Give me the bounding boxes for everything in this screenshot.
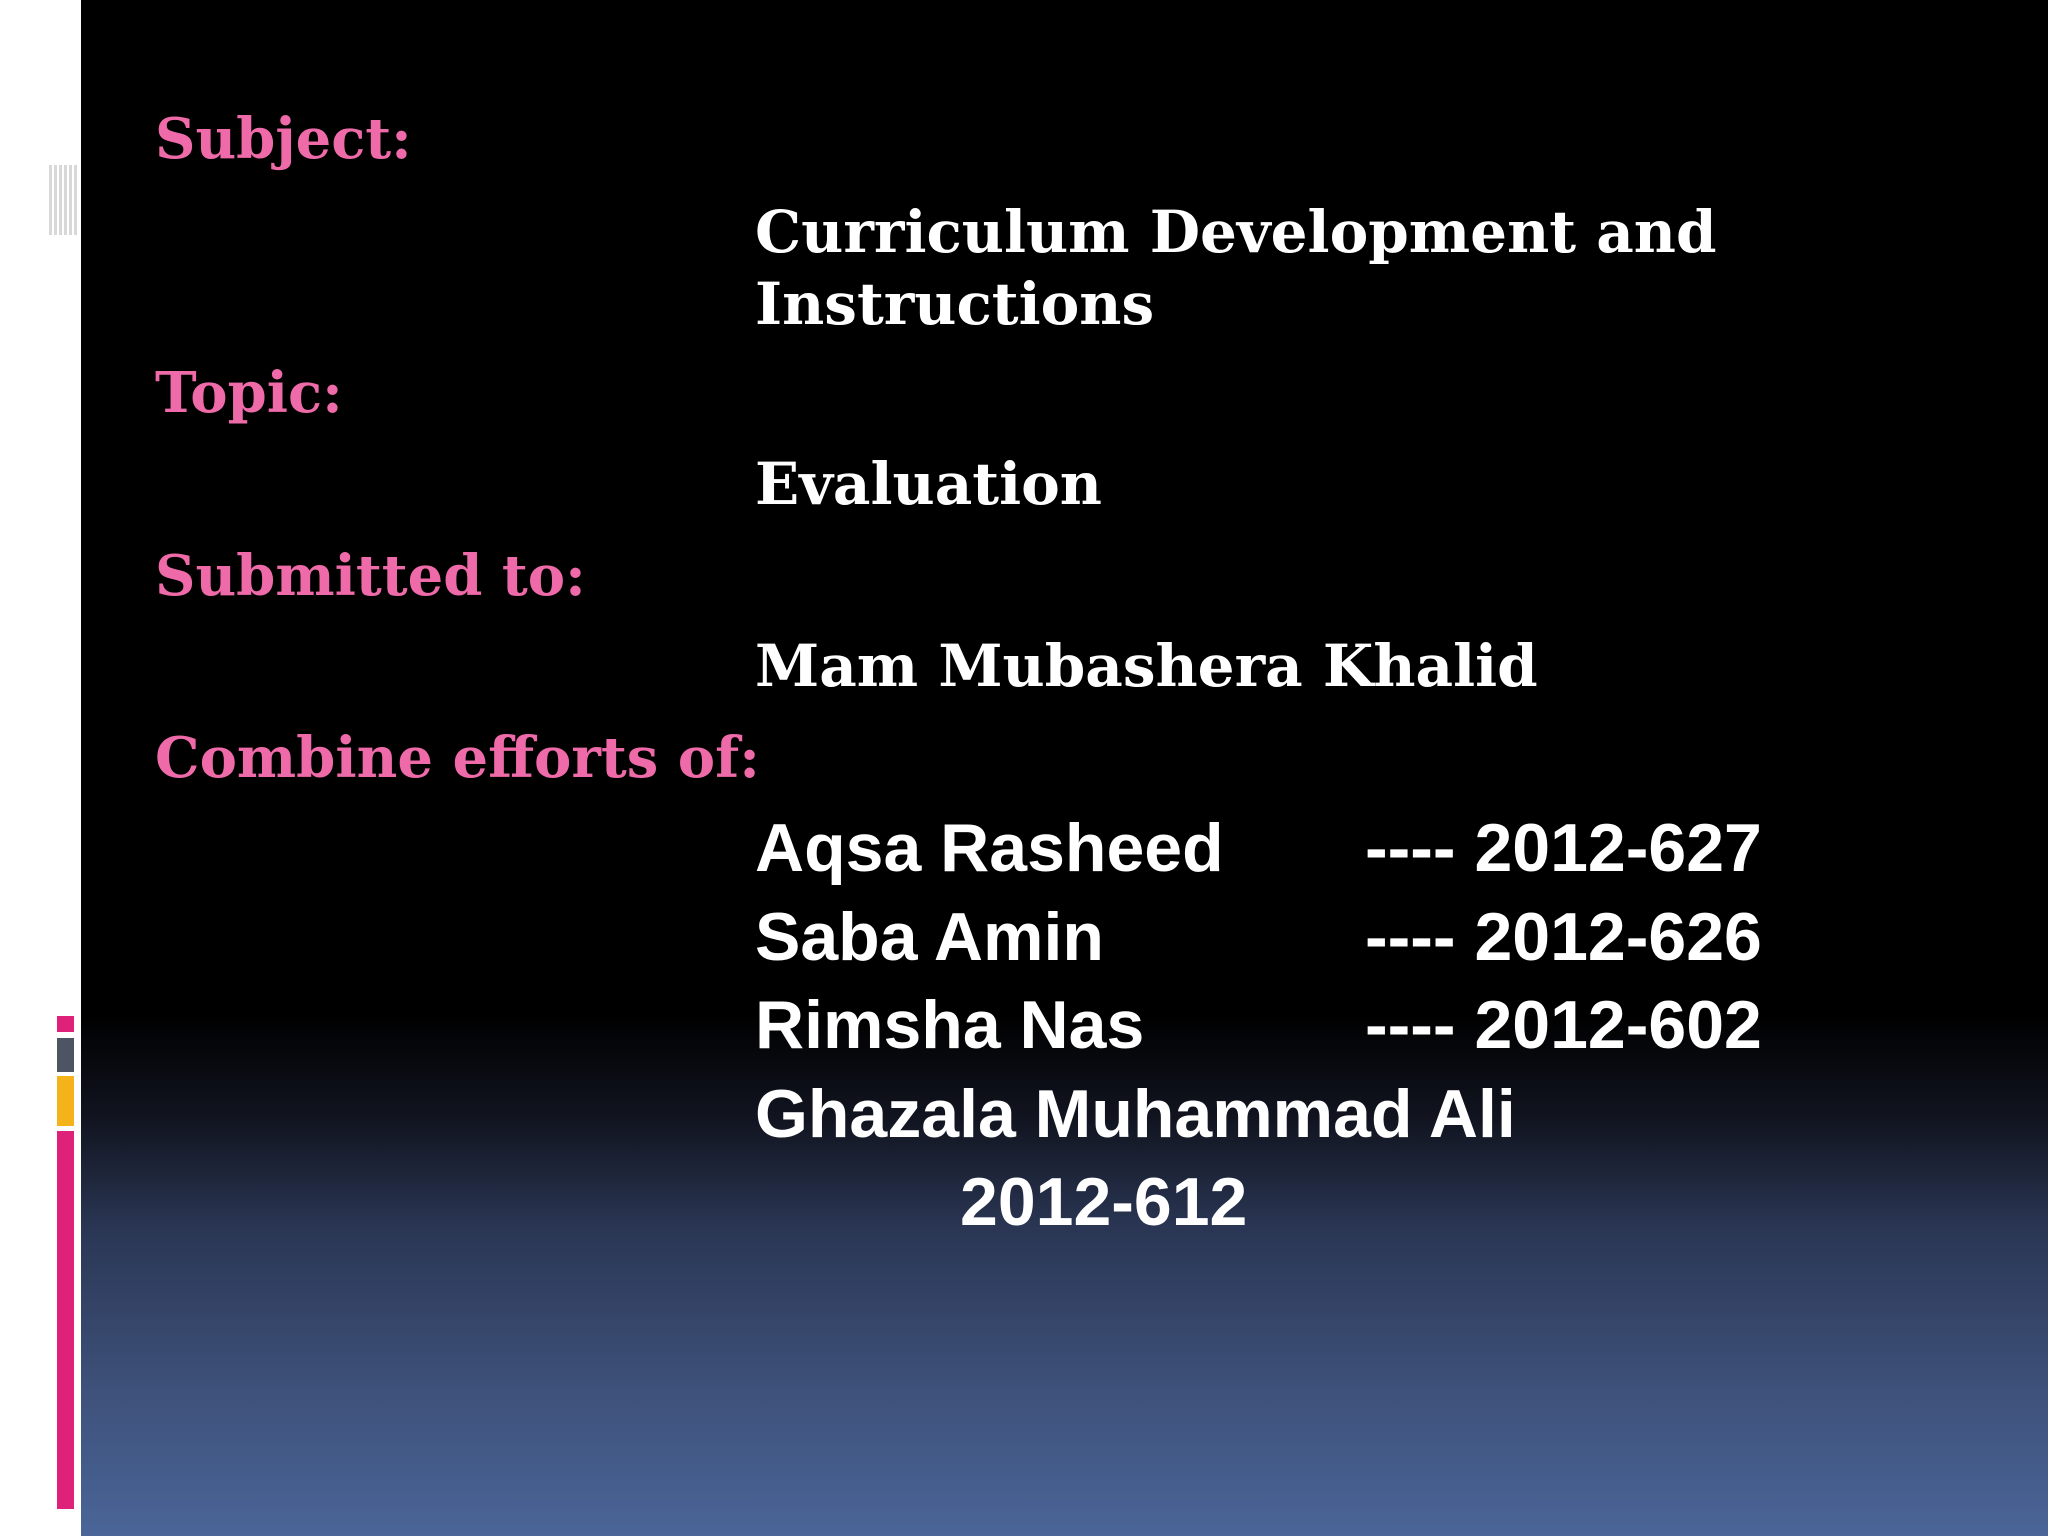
member-id: ---- 2012-627	[1365, 810, 1762, 886]
submitted-to-value: Mam Mubashera Khalid	[755, 632, 1538, 700]
left-margin-strip	[0, 0, 81, 1536]
subject-value-line1: Curriculum Development and	[755, 198, 1717, 266]
member-row	[755, 808, 1762, 888]
accent-bar-yellow	[57, 1076, 74, 1126]
accent-bar-pink-small	[57, 1016, 74, 1032]
member-name: Rimsha Nas	[755, 987, 1145, 1063]
member-row	[755, 1074, 1516, 1154]
member-name: Ghazala Muhammad Ali	[755, 1076, 1516, 1152]
topic-label: Topic:	[155, 360, 343, 426]
combine-efforts-label: Combine efforts of:	[155, 725, 760, 791]
decorative-lines	[49, 165, 81, 235]
member-row	[755, 985, 1762, 1065]
member-name: Aqsa Rasheed	[755, 810, 1224, 886]
subject-value-line2: Instructions	[755, 270, 1155, 338]
member-id: ---- 2012-626	[1365, 899, 1762, 975]
topic-value: Evaluation	[755, 450, 1102, 518]
member-id-continued: 2012-612	[960, 1164, 1248, 1240]
submitted-to-label: Submitted to:	[155, 543, 586, 609]
member-id: ---- 2012-602	[1365, 987, 1762, 1063]
accent-bar-gray	[57, 1038, 74, 1072]
subject-label: Subject:	[155, 106, 412, 172]
member-name: Saba Amin	[755, 899, 1104, 975]
accent-bar-pink	[57, 1131, 74, 1509]
member-row	[755, 897, 1762, 977]
